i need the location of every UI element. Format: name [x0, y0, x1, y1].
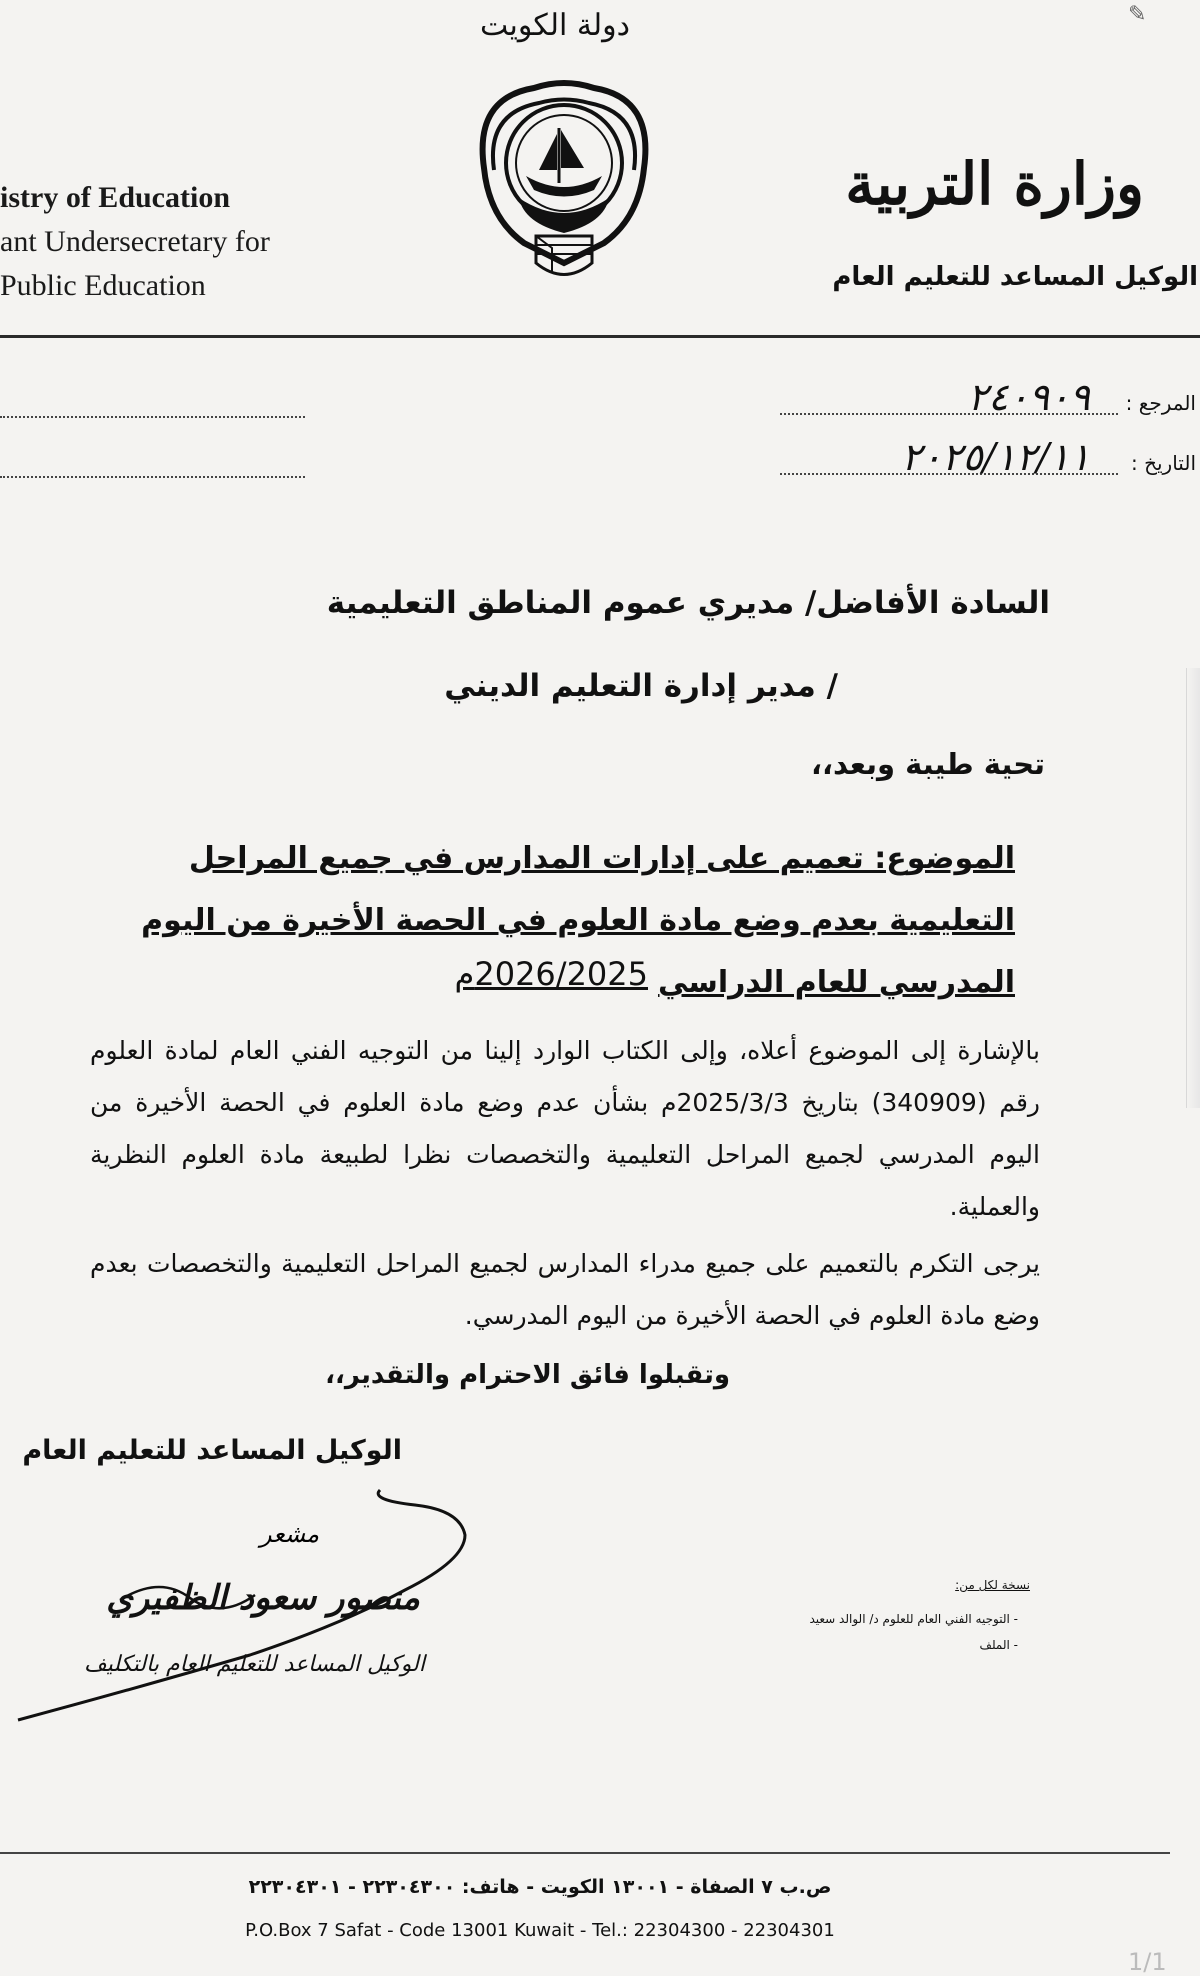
copy-to-list — [710, 1572, 1030, 1658]
addressee-line-1: السادة الأفاضل/ مديري عموم المناطق التعليمية — [326, 585, 1050, 621]
header-divider — [0, 335, 1200, 338]
undersecretary-en-line1: ant Undersecretary for — [0, 225, 270, 258]
signatory-role: الوكيل المساعد للتعليم العام بالتكليف — [83, 1652, 425, 1677]
greeting: تحية طيبة وبعد،، — [810, 747, 1045, 781]
left-dotted-line-2 — [0, 476, 305, 478]
page-edge-shadow — [1186, 668, 1200, 1108]
signature-mark: مشعر — [260, 1520, 320, 1548]
footer-address-en: P.O.Box 7 Safat - Code 13001 Kuwait - Tel.: 22304300 - 22304301 — [245, 1920, 835, 1941]
ministry-name-en: istry of Education — [0, 181, 231, 214]
signatory-title: الوكيل المساعد للتعليم العام — [22, 1435, 402, 1466]
corner-pen-mark: ✎ — [1128, 2, 1147, 27]
kuwait-emblem-icon — [464, 58, 664, 308]
body-paragraph-2: يرجى التكرم بالتعميم على جميع مدراء المدارس لجميع المراحل التعليمية والتخصصات بعدم وضع مادة العلوم في الحصة الأخيرة من اليوم المدرسي. — [90, 1249, 1040, 1330]
english-ministry-header — [0, 176, 270, 308]
date-row — [780, 435, 1200, 485]
signatory-name: منصور سعود الظفيري — [106, 1578, 420, 1618]
reference-number: ٢٤٠٩٠٩ — [967, 375, 1090, 419]
subject-line: الموضوع: تعميم على إدارات المدارس في جميع المراحل التعليمية بعدم وضع مادة العلوم في الحصة الأخيرة من اليوم المدرسي للعام الدراسي — [141, 841, 1015, 1000]
date-value: ٢٠٢٥/١٢/١١ — [901, 435, 1090, 479]
addressee-line-2: / مدير إدارة التعليم الديني — [444, 668, 838, 704]
footer-divider — [0, 1852, 1170, 1854]
academic-year: 2026/2025م — [454, 955, 648, 993]
copy-to-item: - الملف — [710, 1632, 1018, 1658]
footer-address-ar: ص.ب ٧ الصفاة - ١٣٠٠١ الكويت - هاتف: ٢٢٣٠٤٣٠٠ - ٢٢٣٠٤٣٠١ — [248, 1876, 832, 1898]
reference-row — [780, 375, 1200, 425]
copy-to-title: نسخة لكل من: — [955, 1578, 1030, 1592]
copy-to-item: - التوجيه الفني العام للعلوم د/ الوالد سعيد — [710, 1606, 1018, 1632]
undersecretary-en-line2: Public Education — [0, 269, 206, 302]
ministry-name-ar: وزارة التربية — [845, 150, 1144, 218]
page-number: 1/1 — [1128, 1948, 1167, 1976]
country-name: دولة الكويت — [480, 8, 630, 43]
undersecretary-ar: الوكيل المساعد للتعليم العام — [832, 262, 1198, 292]
closing-line: وتقبلوا فائق الاحترام والتقدير،، — [325, 1360, 730, 1390]
date-label: التاريخ : — [1130, 451, 1196, 475]
body-paragraph-1: بالإشارة إلى الموضوع أعلاه، وإلى الكتاب الوارد إلينا من التوجيه الفني العام لمادة العلوم رقم (340909) بتاريخ 2025/3/3م بشأن عدم وضع مادة العلوم في الحصة الأخيرة من اليوم المدرسي لجميع المراحل التعليمية والتخصصات نظرا لطبيعة مادة العلوم النظرية والعملية. — [90, 1036, 1041, 1221]
reference-label: المرجع : — [1125, 391, 1196, 415]
left-dotted-line-1 — [0, 416, 305, 418]
